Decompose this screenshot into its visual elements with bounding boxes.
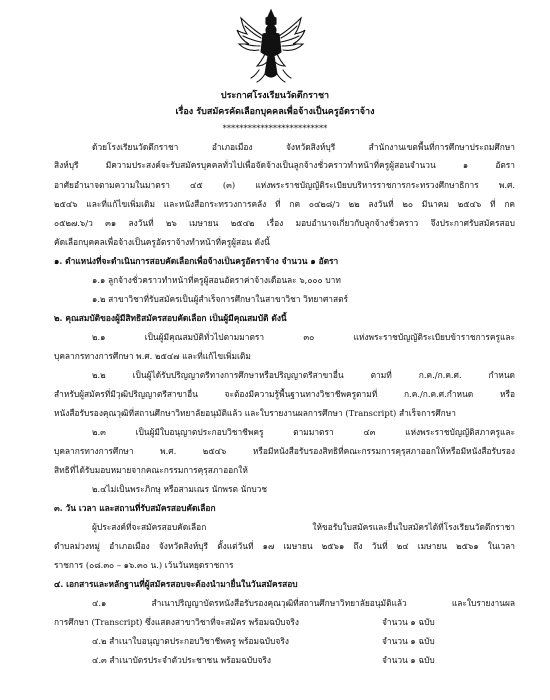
section-heading: ๑. ตำแหน่งที่จะดำเนินการสอบคัดเลือกเพื่อจ้างเป็นครูอัตราจ้าง จำนวน ๑ อัตรา xyxy=(54,256,339,266)
separator-stars: ************************* xyxy=(222,123,328,133)
section-line: บุคลากรทางการศึกษา พ.ศ. ๒๕๔๖ หรือมีหนังสือรับรองสิทธิที่คณะกรรมการคุรุสภาออกให้หรือมีหนังสือรับรอง xyxy=(54,446,515,456)
intro-line: คัดเลือกบุคคลเพื่อจ้างเป็นครูอัตราจ้างทำหน้าที่ครูผู้สอน ดังนี้ xyxy=(54,237,270,247)
section-line: ๒.๔ไม่เป็นพระภิกษุ หรือสามเณร นักพรต นักบวช xyxy=(92,484,268,494)
page-title: ประกาศโรงเรียนวัดตึกราชา xyxy=(220,91,330,101)
section-item: ๑.๑ ลูกจ้างชั่วคราวทำหน้าที่ครูผู้สอนอัตราค่าจ้างเดือนละ ๖,๐๐๐ บาท xyxy=(92,275,341,285)
garuda-emblem-icon xyxy=(235,4,307,84)
section-line: ๒.๒ เป็นผู้ได้รับปริญญาตรีทางการศึกษาหรือปริญญาตรีสาขาอื่น ตามที่ ก.ค./ก.ค.ศ. กำหนด xyxy=(92,370,515,380)
section-heading: ๓. วัน เวลา และสถานที่รับสมัครสอบคัดเลือก xyxy=(54,503,216,513)
page-subject: เรื่อง รับสมัครคัดเลือกบุคคลเพื่อจ้างเป็นครูอัตราจ้าง xyxy=(175,107,375,117)
section-line: สำหรับผู้สมัครที่มีวุฒิปริญญาตรีสาขาอื่น จะต้องมีความรู้พื้นฐานทางวิชาชีพครูตามที่ ก.ค./ก.ค.ศ.กำหนด หรือ xyxy=(54,389,515,399)
intro-line: ๐๕๒๗.๖/ว ๓๑ ลงวันที่ ๒๖ เมษายน ๒๕๔๒ เรื่อง มอบอำนาจเกี่ยวกับลูกจ้างชั่วคราว จึงประกาศรับสมัครสอบ xyxy=(54,218,515,228)
intro-line: อาศัยอำนาจตามความในมาตรา ๔๕ (๓) แห่งพระราชบัญญัติระเบียบบริหารราชการกระทรวงศึกษาธิการ พ.ศ. xyxy=(54,180,515,190)
item-count: จำนวน ๑ ฉบับ xyxy=(382,655,435,665)
section-line: ๒.๓ เป็นผู้มีใบอนุญาตประกอบวิชาชีพครู ตามมาตรา ๔๓ แห่งพระราชบัญญัติสภาครูและ xyxy=(92,427,515,437)
section-item: ๑.๒ สาขาวิชาที่รับสมัครเป็นผู้สำเร็จการศึกษาในสาขาวิชา วิทยาศาสตร์ xyxy=(92,294,349,304)
intro-line: สิงห์บุรี มีความประสงค์จะรับสมัครบุคคลทั่วไปเพื่อจัดจ้างเป็นลูกจ้างชั่วคราวทำหน้าที่ครูผู้สอนจำนวน ๑ อัตรา xyxy=(54,160,515,170)
item-count: จำนวน ๑ ฉบับ xyxy=(382,636,435,646)
section-line: บุคลากรทางการศึกษา พ.ศ. ๒๕๔๗ และที่แก้ไขเพิ่มเติม xyxy=(54,351,251,361)
section-line: การศึกษา (Transcript) ซึ่งแสดงสาขาวิชาที่จะสมัคร พร้อมฉบับจริง xyxy=(54,617,299,627)
section-line: ๒.๑ เป็นผู้มีคุณสมบัติทั่วไปตามมาตรา ๓๐ แห่งพระราชบัญญัติระเบียบข้าราชการครูและ xyxy=(92,332,515,342)
section-line: ๔.๑ สำเนาปริญญาบัตรหนังสือรับรองคุณวุฒิที่สถานศึกษาวิทยาลัยอนุมัติแล้ว และใบรายงานผล xyxy=(92,598,515,608)
section-line: ราชการ (๐๘.๓๐ – ๑๖.๓๐ น.) เว้นวันหยุดราชการ xyxy=(54,560,234,570)
section-item: ๔.๓ สำเนาบัตรประจำตัวประชาชน พร้อมฉบับจริง xyxy=(92,655,271,665)
section-heading: ๔. เอกสารและหลักฐานที่ผู้สมัครสอบจะต้องนำมายื่นในวันสมัครสอบ xyxy=(54,579,298,589)
section-line: ตำบลม่วงหมู่ อำเภอเมือง จังหวัดสิงห์บุรี ตั้งแต่วันที่ ๑๗ เมษายน ๒๕๖๑ ถึง วันที่ ๒๔ เมษายน ๒๕๖๑ ในเวลา xyxy=(54,541,515,551)
section-line: ผู้ประสงค์ที่จะสมัครสอบคัดเลือก ให้ขอรับใบสมัครและยื่นใบสมัครได้ที่โรงเรียนวัดตึกราชา xyxy=(92,522,515,532)
section-line: หนังสือรับรองคุณวุฒิที่สถานศึกษาวิทยาลัยอนุมัติแล้ว และใบรายงานผลการศึกษา (Transcript) สำเร็จการศึกษา xyxy=(54,408,456,418)
intro-line: ๒๕๔๖ และที่แก้ไขเพิ่มเติม และหนังสือกระทรวงการคลัง ที่ กค ๐๔๒๘/ว ๒๒ ลงวันที่ ๒๐ มีนาคม ๒๕๔๖ ที่ กค xyxy=(54,199,515,209)
section-heading: ๒. คุณสมบัติของผู้มีสิทธิสมัครสอบคัดเลือก เป็นผู้มีคุณสมบัติ ดังนี้ xyxy=(54,313,287,323)
item-count: จำนวน ๑ ฉบับ xyxy=(382,617,435,627)
intro-line: ด้วยโรงเรียนวัดตึกราชา อำเภอเมือง จังหวัดสิงห์บุรี สำนักงานเขตพื้นที่การศึกษาประถมศึกษา xyxy=(92,142,515,152)
section-line: สิทธิที่ได้รับมอบหมายจากคณะกรรมการคุรุสภาออกให้ xyxy=(54,465,248,475)
section-item: ๔.๒ สำเนาใบอนุญาตประกอบวิชาชีพครู พร้อมฉบับจริง xyxy=(92,636,289,646)
